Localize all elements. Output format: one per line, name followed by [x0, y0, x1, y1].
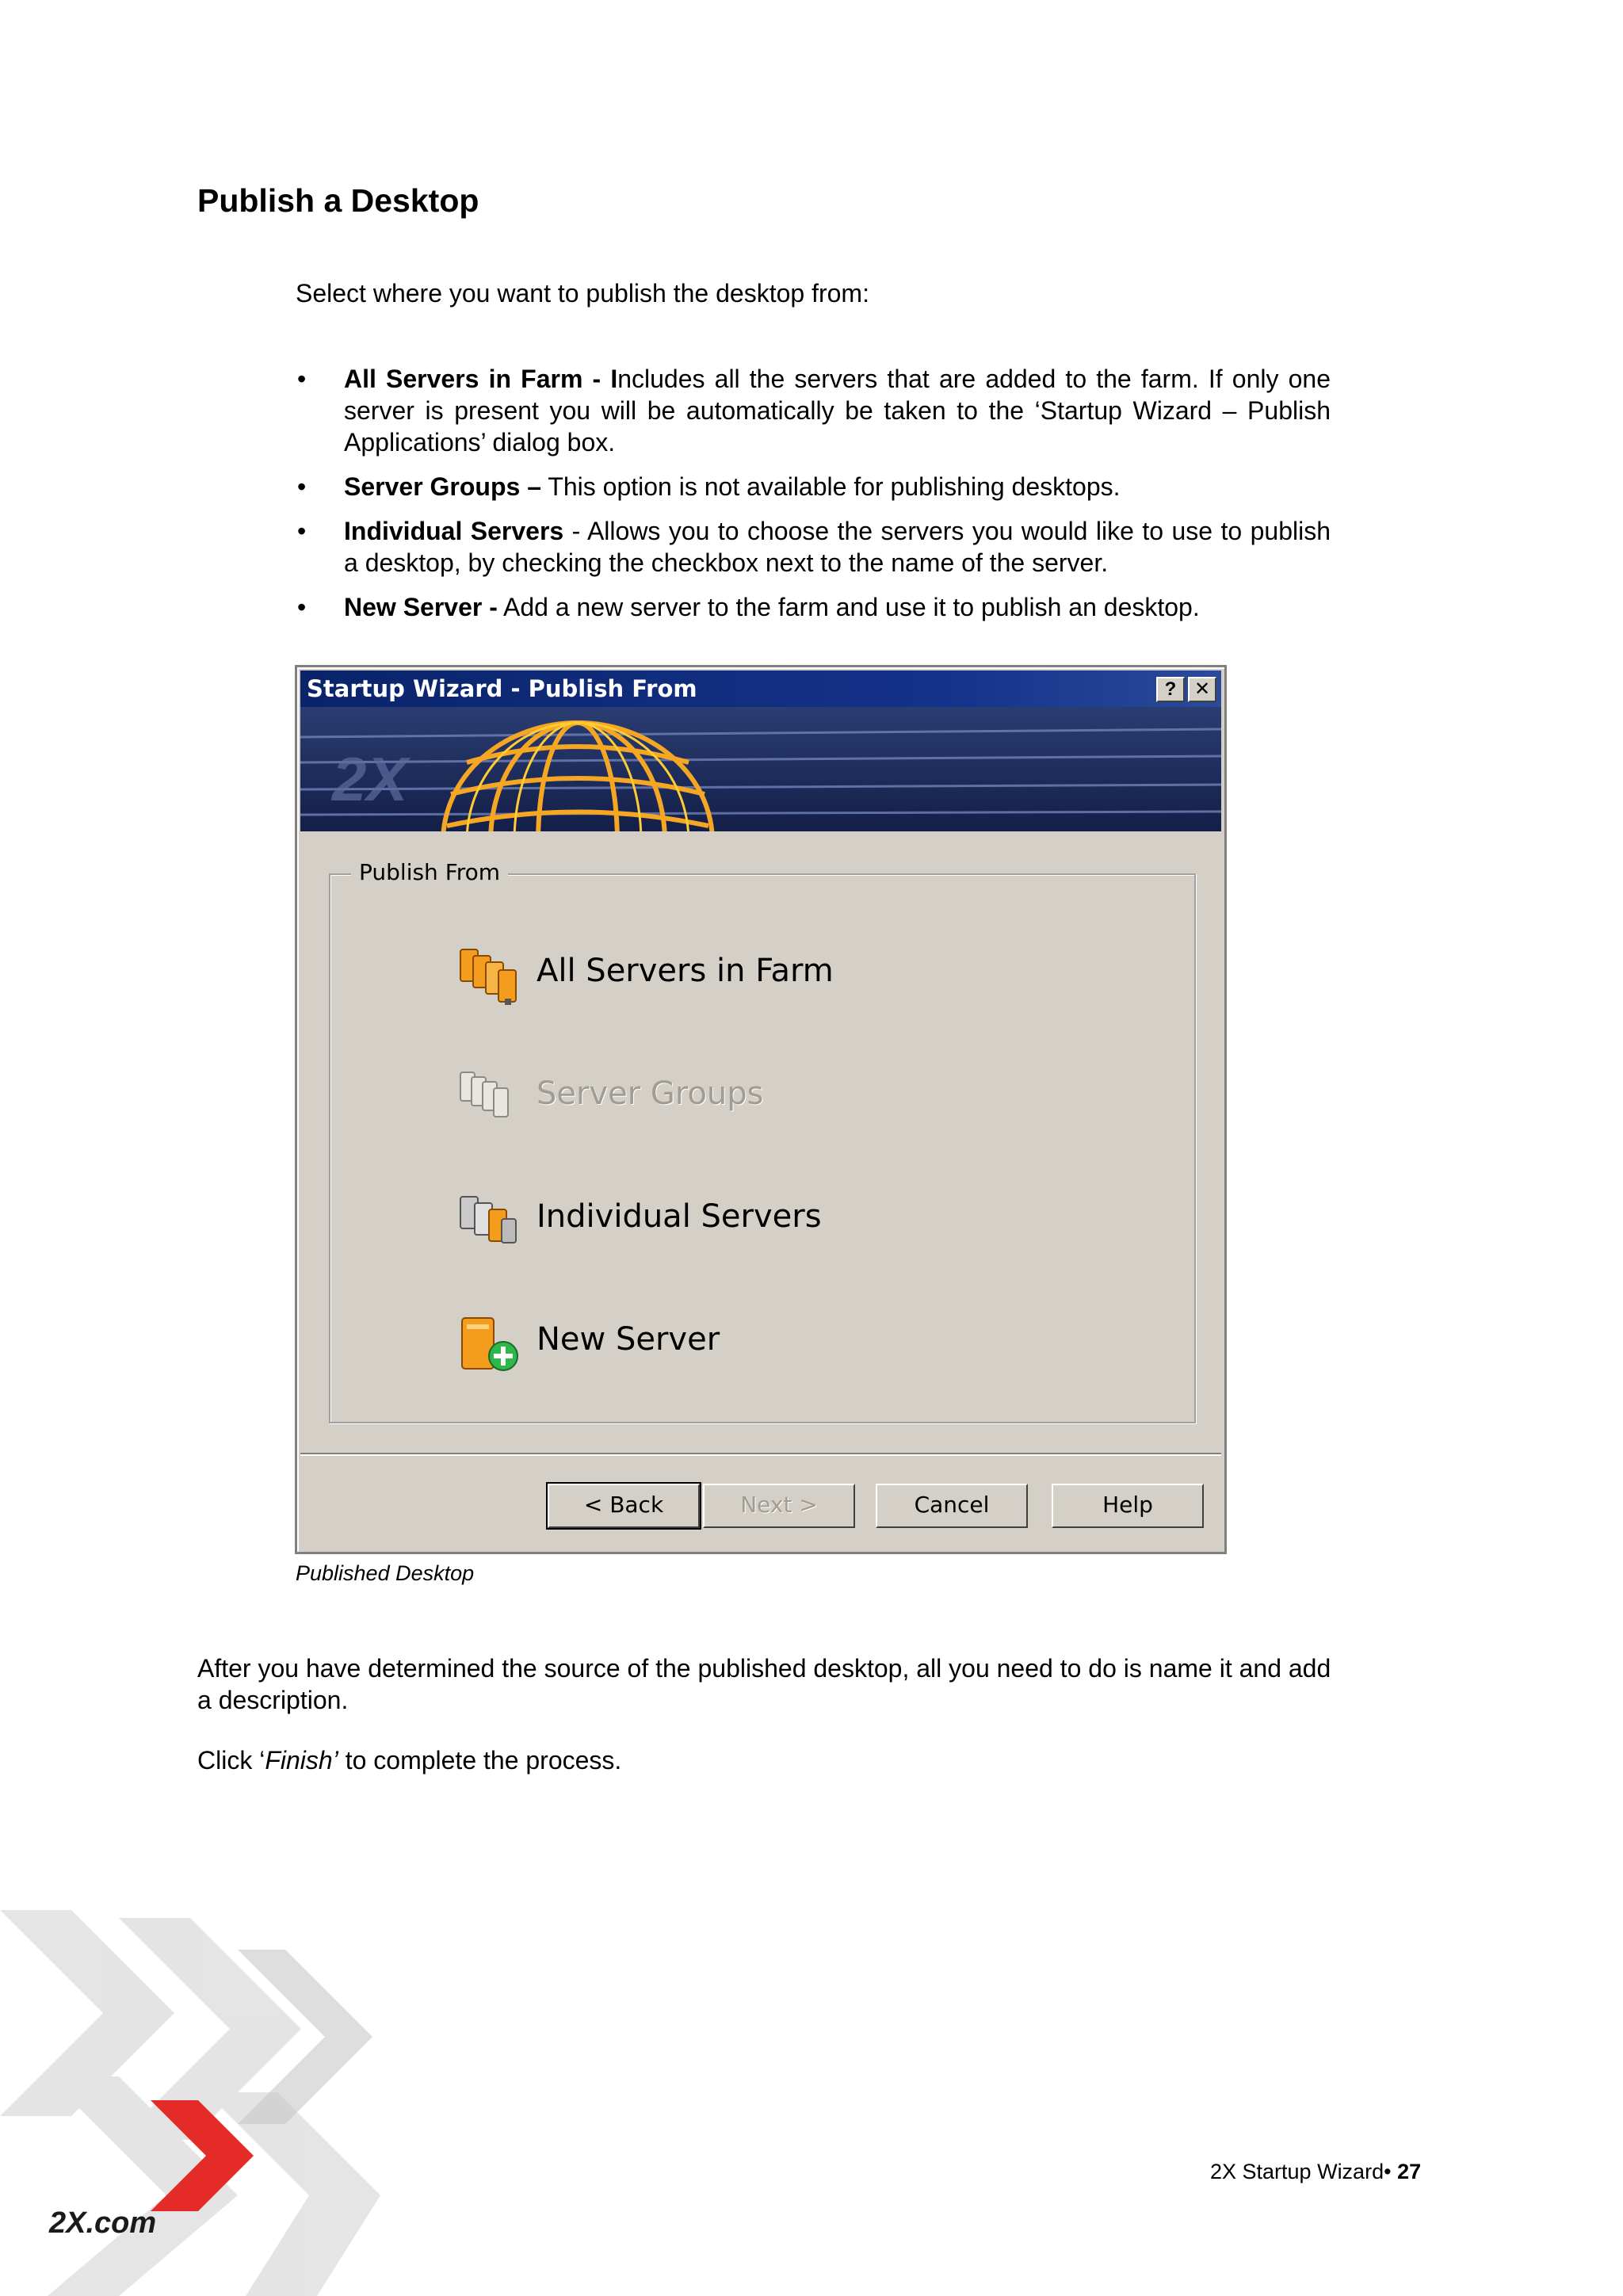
- option-individual-servers[interactable]: [457, 1184, 1012, 1255]
- next-button[interactable]: Next >: [703, 1484, 855, 1528]
- dialog-title-bar[interactable]: [300, 670, 1221, 707]
- page-heading: Publish a Desktop: [197, 182, 479, 219]
- back-button[interactable]: < Back: [548, 1484, 700, 1528]
- option-server-groups[interactable]: [457, 1061, 1012, 1133]
- new-server-icon: [457, 1307, 521, 1378]
- option-label: Server Groups: [537, 1075, 764, 1112]
- option-all-servers-in-farm[interactable]: [457, 938, 1012, 1010]
- help-title-button[interactable]: ?: [1156, 677, 1185, 702]
- page-footer: 2X Startup Wizard• 27: [1210, 2160, 1422, 2183]
- options-bullet-list: [296, 363, 1331, 636]
- wizard-banner: [300, 707, 1221, 831]
- option-label: All Servers in Farm: [537, 953, 834, 989]
- bullet-individual-servers: • Individual Servers - Allows you to choose the servers you would like to use to publish a desktop, by checking the checkbox next to the name of the server.: [297, 517, 1331, 577]
- help-button[interactable]: Help: [1052, 1484, 1204, 1528]
- publish-from-group: [329, 859, 1196, 1423]
- server-farm-icon: [457, 938, 521, 1010]
- option-new-server[interactable]: [457, 1307, 1012, 1378]
- figure-caption: Published Desktop: [296, 1561, 475, 1585]
- page-number: 27: [1397, 2160, 1422, 2183]
- intro-text: Select where you want to publish the desktop from:: [296, 279, 869, 308]
- svg-text:2X: 2X: [332, 744, 408, 814]
- cancel-button[interactable]: Cancel: [876, 1484, 1028, 1528]
- dialog-title: Startup Wizard - Publish From: [307, 675, 697, 702]
- option-label: Individual Servers: [537, 1198, 822, 1235]
- bullet-all-servers: • All Servers in Farm - Includes all the servers that are added to the farm. If only one server is present you will be automatically be taken to the ‘Startup Wizard – Publish Applications’ dialog box.: [297, 365, 1331, 457]
- server-groups-icon: [457, 1061, 521, 1133]
- button-separator: [300, 1453, 1221, 1456]
- brand-logo-text: 2X.com: [49, 2206, 157, 2240]
- individual-servers-icon: [457, 1184, 521, 1255]
- close-title-button[interactable]: ✕: [1188, 677, 1216, 702]
- publish-from-dialog: [295, 665, 1227, 1554]
- finish-instruction: Click ‘Finish’ to complete the process.: [197, 1746, 622, 1775]
- option-label: New Server: [537, 1321, 720, 1358]
- bullet-server-groups: • Server Groups – This option is not available for publishing desktops.: [297, 472, 1121, 501]
- group-label: Publish From: [351, 859, 508, 885]
- globe-banner-graphic: [300, 707, 1221, 831]
- body-paragraph: After you have determined the source of the published desktop, all you need to do is name it and add a description.: [197, 1654, 1331, 1714]
- bullet-new-server: • New Server - Add a new server to the farm and use it to publish an desktop.: [297, 593, 1200, 621]
